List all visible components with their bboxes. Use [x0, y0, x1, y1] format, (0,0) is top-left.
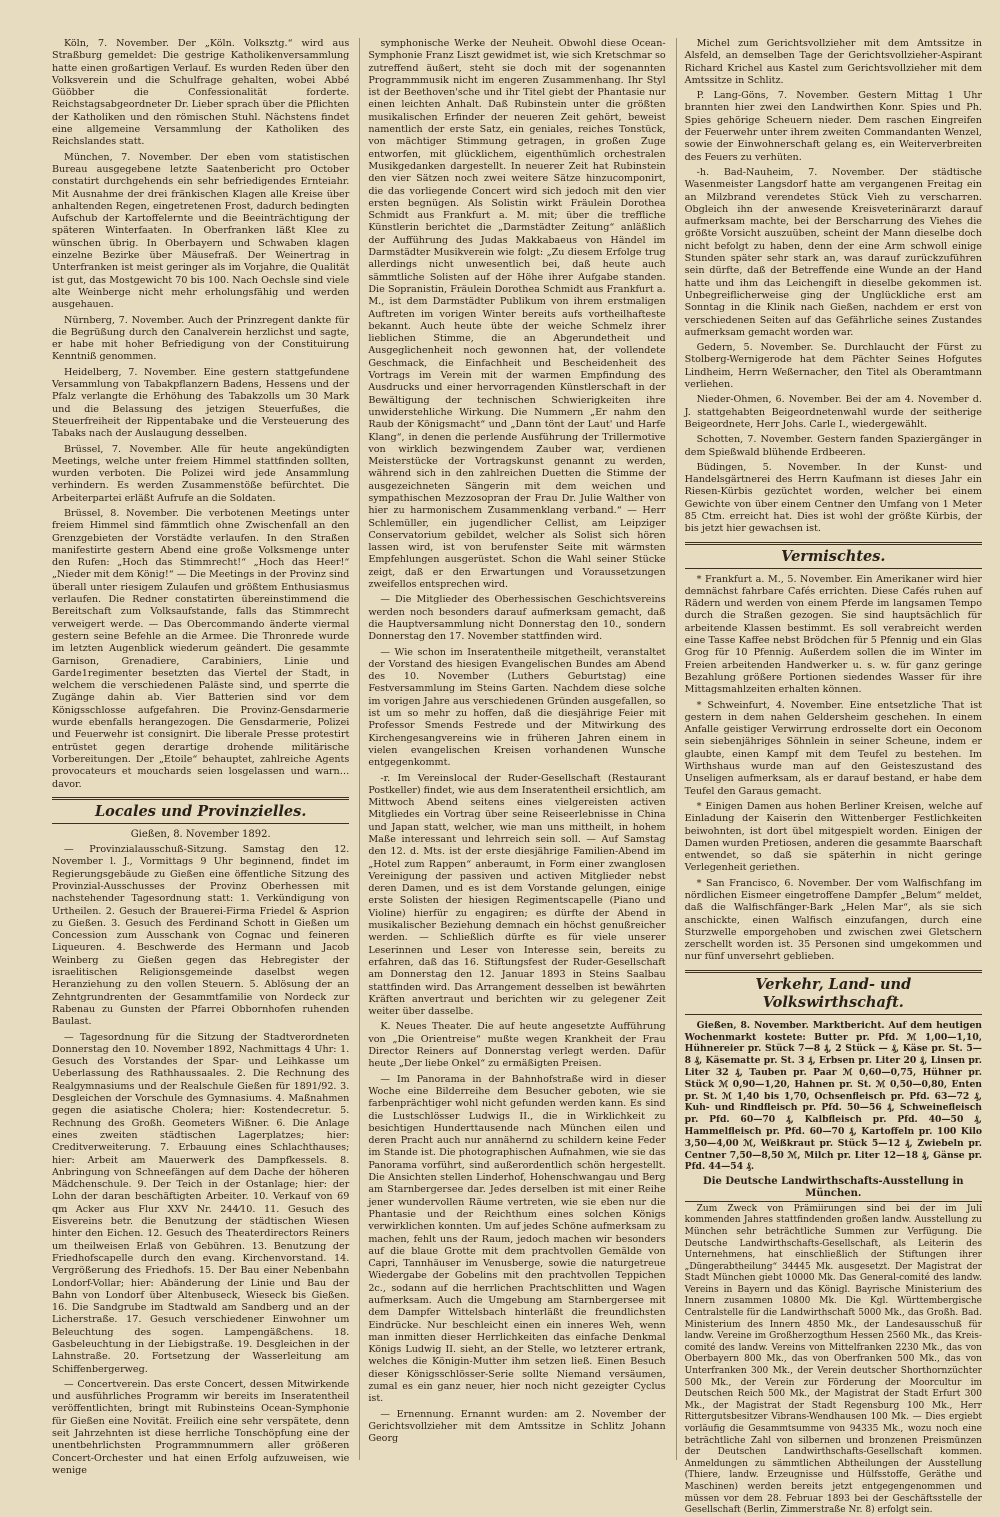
article-geschichtsverein: — Die Mitglieder des Oberhessischen Geschichtsvereins werden noch besonders darauf aufmerksam gemacht, daß die Hauptversammlung nicht Donnerstag den 10., sondern Donnerstag den 17. November stattfinden wird.: [368, 594, 666, 643]
column-2: [359, 38, 665, 1460]
article-ernennung: — Ernennung. Ernannt wurden: am 2. November der Gerichtsvollzieher mit dem Amtssitze in Schlitz Johann Georg: [368, 1408, 666, 1445]
article-bruessel-1: Brüssel, 7. November. Alle für heute angekündigten Meetings, welche unter freiem Himmel stattfinden sollten, wurden verboten. Die Polizei wird jede Ansammlung verhindern. Es werden Zusammenstöße befürchtet. Die Arbeiterpartei erläßt Aufrufe an die Soldaten.: [52, 443, 350, 504]
article-buedingen: Büdingen, 5. November. In der Kunst- und Handelsgärtnerei des Herrn Kaufmann ist dieses Jahr ein Riesen-Kürbis gezüchtet worden, welcher bei einem Gewichte von über einem Centner den Umfang von 1 Meter 85 Ctm. erreicht hat. Dies ist wohl der größte Kürbis, der bis jetzt hier gewachsen ist.: [684, 461, 982, 535]
column-3: [676, 38, 982, 1516]
article-frankfurt: * Frankfurt a. M., 5. November. Ein Amerikaner wird hier demnächst fahrbare Cafés errichten. Diese Cafés ruhen auf Rädern und werden von einem Pferde im langsamen Tempo durch die Straßen gezogen. Sie sind hauptsächlich für arbeitende Klassen bestimmt. Es soll verabreicht werden eine Tasse Kaffee nebst Brödchen für 5 Pfennig und ein Glas Grog für 10 Pfennig. Außerdem sollen die im Winter im Freien arbeitenden Handwerker u. s. w. für ganz geringe Bezahlung größere Portionen siedendes Wasser für ihre Mittagsmahlzeiten erhalten können.: [684, 573, 982, 696]
article-concertverein: — Concertverein. Das erste Concert, dessen Mitwirkende und ausführliches Programm wir bereits im Inseratentheil veröffentlichten, bringt mit Rubinsteins Ocean-Symphonie für Gießen eine Novität. Freilich eine sehr verspätete, denn seit Jahrzehnten ist diese herrliche Tonschöpfung eine der unentbehrlichsten Programmnummern aller größeren Concert-Orchester und hat einen Erfolg aufzuweisen, wie wenige: [52, 1378, 350, 1476]
subheading-ausstellung: Die Deutsche Landwirthschafts-Ausstellung in München.: [685, 1176, 982, 1202]
article-evangelischer-bund: — Wie schon im Inseratentheile mitgetheilt, veranstaltet der Vorstand des hiesigen Evangelischen Bundes am Abend des 10. November (Luthers Geburtstag) eine Festversammlung im Steins Garten. Nachdem diese solche im vorigen Jahre aus verschiedenen Gründen ausgefallen, so ist um so mehr zu hoffen, daß die diesjährige Feier mit Professor Smends Festrede und der Mitwirkung des Kirchengesangvereins wie in früheren Jahren einem in vielen evangelischen Kreisen vorhandenen Wunsche entgegenkommt.: [368, 646, 666, 769]
article-nuernberg: Nürnberg, 7. November. Auch der Prinzregent dankte für die Begrüßung durch den Canalverein herzlichst und sagte, er habe mit hoher Befriedigung von der Constituirung Kenntniß genommen.: [52, 314, 350, 363]
article-ausstellung: Zum Zweck von Prämiirungen sind bei der im Juli kommenden Jahres stattfindenden großen landw. Ausstellung zu München sehr beträchtliche Summen zur Verfügung. Die Deutsche Landwirthschafts-Gesellschaft, als Leiterin des Unternehmens, hat einschließlich der Stiftungen ihrer „Düngerabtheilung“ 34445 Mk. ausgesetzt. Der Magistrat der Stadt München giebt 10000 Mk. Das General-comité des landw. Vereins in Bayern und das Königl. Bayrische Ministerium des Innern zusammen 10800 Mk. Die Kgl. Württembergische Centralstelle für die Landwirthschaft 5000 Mk., das Großh. Bad. Ministerium des Innern 4850 Mk., der Landesausschuß für landw. Vereine im Großherzogthum Hessen 2560 Mk., das Kreis-comité des landw. Vereins von Mittelfranken 2230 Mk., das von Oberbayern 800 Mk., das von Oberfranken 500 Mk., das von Unterfranken 300 Mk., der Verein deutscher Shorthornzüchter 500 Mk., der Verein zur Förderung der Moorcultur im Deutschen Reich 500 Mk., der Magistrat der Stadt Erfurt 300 Mk., der Magistrat der Stadt Regensburg 100 Mk., Herr Rittergutsbesitzer Vibrans-Wendhausen 100 Mk. — Dies ergiebt vorläufig die Gesammtsumme von 94335 Mk., wozu noch eine beträchtliche Zahl von silbernen und bronzenen Preismünzen der Deutschen Landwirthschafts-Gesellschaft kommen. Anmeldungen zu sämmtlichen Abtheilungen der Ausstellung (Thiere, landw. Erzeugnisse und Hülfsstoffe, Geräthe und Maschinen) werden bereits jetzt entgegengenommen und müssen vor dem 28. Februar 1893 bei der Geschäftsstelle der Gesellschaft (Berlin, Zimmerstraße Nr. 8) erfolgt sein.: [684, 1203, 982, 1516]
dateline: Gießen, 8. November 1892.: [130, 828, 271, 840]
article-nieder-ohmen: Nieder-Ohmen, 6. November. Bei der am 4. November d. J. stattgehabten Beigeordnetenwahl wurde der seitherige Beigeordnete, Herr Johs. Carle I., wiedergewählt.: [684, 394, 982, 430]
article-schotten: Schotten, 7. November. Gestern fanden Spaziergänger in dem Spießwald blühende Erdbeeren.: [684, 434, 982, 458]
article-schweinfurt: * Schweinfurt, 4. November. Eine entsetzliche That ist gestern in dem nahen Geldersheim geschehen. In einem Anfalle geistiger Verwirrung erdrosselte dort ein Oeconom sein siebenjähriges Söhnlein in seiner Scheune, indem er glaubte, einen Kampf mit dem Teufel zu bestehen. Im Wirthshaus wurde man auf den Geisteszustand des Unseligen aufmerksam, als er darauf bestand, er habe dem Teufel den Garaus gemacht.: [684, 699, 982, 797]
article-ruder-gesellschaft: -r. Im Vereinslocal der Ruder-Gesellschaft (Restaurant Postkeller) findet, wie aus dem Inseratentheil ersichtlich, am Mittwoch Abend seitens eines vielgereisten activen Mitgliedes ein Vortrag über seine Reiseerlebnisse in China und Japan statt, welcher, wie man uns mittheilt, in hohem Maße interessant und lehrreich sein soll. — Auf Samstag den 12. d. Mts. ist der erste diesjährige Familien-Abend im „Hotel zum Rappen“ anberaumt, in Form einer zwanglosen Vereinigung der passiven und activen Mitglieder nebst deren Damen, und es ist dem Vorstande gelungen, einige erste Solisten der hiesigen Regimentscapelle (Piano und Violine) hierfür zu engagiren; es dürfte der Abend in musikalischer Beziehung demnach ein höchst genußreicher werden. — Schließlich dürfte es für viele unserer Leserinnen und Leser von Interesse sein, bereits zu erfahren, daß das 16. Stiftungsfest der Ruder-Gesellschaft am Donnerstag den 12. Januar 1893 in Steins Saalbau stattfinden wird. Das Arrangement desselben ist bewährten Kräften anvertraut und berichten wir zu gelegener Zeit weiter über dasselbe.: [368, 772, 666, 1018]
article-san-francisco: * San Francisco, 6. November. Der vom Walfischfang im nördlichen Eismeer eingetroffene Dampfer „Belum“ meldet, daß die Walfischfänger-Bark „Helen Mar“, als sie sich anschickte, einen Walfisch einzufangen, durch eine Sturzwelle emporgehoben und zwischen zwei Gletschern zerschellt worden ist. 35 Personen sind umgekommen und nur fünf unversehrt geblieben.: [684, 877, 982, 963]
section-heading-verkehr: Verkehr, Land- und Volkswirthschaft.: [685, 970, 982, 1015]
article-marktbericht: Gießen, 8. November. Marktbericht. Auf dem heutigen Wochenmarkt kostete: Butter pr. Pfd. ℳ 1,00—1,10, Hühnereier pr. Stück 7—8 ₰, 2 Stück — ₰, Käse pr. St. 5—8 ₰, Käsematte pr. St. 3 ₰, Erbsen pr. Liter 20 ₰, Linsen pr. Liter 32 ₰, Tauben pr. Paar ℳ 0,60—0,75, Hühner pr. Stück ℳ 0,90—1,20, Hahnen pr. St. ℳ 0,50—0,80, Enten pr. St. ℳ 1,40 bis 1,70, Ochsenfleisch pr. Pfd. 63—72 ₰, Kuh- und Rindfleisch pr. Pfd. 50—56 ₰, Schweinefleisch pr. Pfd. 60—70 ₰, Kalbfleisch pr. Pfd. 40—50 ₰, Hammelfleisch pr. Pfd. 60—70 ₰, Kartoffeln pr. 100 Kilo 3,50—4,00 ℳ, Weißkraut pr. Stück 5—12 ₰, Zwiebeln pr. Centner 7,50—8,50 ℳ, Milch pr. Liter 12—18 ₰, Gänse pr. Pfd. 44—54 ₰.: [684, 1019, 982, 1173]
article-koeln: Köln, 7. November. Der „Köln. Volksztg.“ wird aus Straßburg gemeldet: Die gestrige Katholikenversammlung hatte einen großartigen Verlauf. Es wurden Reden über den Volksverein und die Schulfrage gehalten, wobei Abbé Güöbber die Confessionalität forderte. Reichstagsabgeordneter Dr. Lieber sprach über die Pflichten der Katholiken und den römischen Stuhl. Nächstens findet eine allgemeine Versammlung der Katholiken des Reichslandes statt.: [52, 38, 350, 148]
article-neues-theater: K. Neues Theater. Die auf heute angesetzte Aufführung von „Die Orientreise“ mußte wegen Krankheit der Frau Director Reiners auf Donnerstag verlegt werden. Dafür heute „Der liebe Onkel“ zu ermäßigten Preisen.: [368, 1021, 666, 1070]
article-bad-nauheim: -h. Bad-Nauheim, 7. November. Der städtische Wasenmeister Langsdorf hatte am vergangenen Freitag ein an Milzbrand verendetes Stück Vieh zu verscharren. Obgleich ihn der anwesende Kreisveterinärarzt darauf aufmerksam machte, bei der Berscharrung des Viehes die größte Vorsicht auszuüben, scheint der Mann dieselbe doch nicht befolgt zu haben, denn der eine Arm schwoll einige Stunden später sehr stark an, was darauf zurückzuführen sein dürfte, daß der Betreffende eine Wunde an der Hand hatte und ihm das Leichengift in dieselbe gekommen ist. Unbegreiflicherweise ging der Unglückliche erst am Sonntag in die Klinik nach Gießen, nachdem er erst von verschiedenen Seiten auf das Gefährliche seines Zustandes aufmerksam gemacht worden war.: [684, 166, 982, 338]
article-lang-goens: P. Lang-Göns, 7. November. Gestern Mittag 1 Uhr brannten hier zwei den Landwirthen Konr. Spies und Ph. Spies gehörige Scheuern nieder. Dem raschen Eingreifen der Feuerwehr unter ihrem zweiten Commandanten Wenzel, sowie der Einwohnerschaft gelang es, ein Weiterverbreiten des Feuers zu verhüten.: [684, 90, 982, 163]
section-heading-vermischtes: Vermischtes.: [685, 542, 982, 569]
article-berliner-kreise: * Einigen Damen aus hohen Berliner Kreisen, welche auf Einladung der Kaiserin den Wittenberger Festlichkeiten beiwohnten, ist dort übel mitgespielt worden. Einigen der Damen wurden Pretiosen, anderen die gesammte Baarschaft entwendet, so daß sie späterhin in nicht geringe Verlegenheit geriethen.: [684, 800, 982, 874]
article-panorama: — Im Panorama in der Bahnhofstraße wird in dieser Woche eine Bilderreihe dem Besucher geboten, wie sie farbenprächtiger wohl nicht gefunden werden kann. Es sind die Lustschlösser Ludwigs II., die in Wirklichkeit zu besichtigen Hunderttausende nach München eilen und deren Pracht auch nur annähernd zu schildern keine Feder im Stande ist. Die photographischen Aufnahmen, wie sie das Panorama vorführt, sind außerordentlich schön hergestellt. Die Ansichten stellen Linderhof, Hohenschwangau und Berg am Starnbergersee dar. Jedes derselben ist mit einer Reihe jener wundervollen Räume vertreten, wie sie eben nur die Phantasie und der Reichthum eines solchen Königs verwirklichen konnten. Um auf jedes Schöne aufmerksam zu machen, fehlt uns der Raum, jedoch machen wir besonders auf die blaue Grotte mit dem prachtvollen Gemälde von Capri, Tannhäuser im Venusberge, sowie die naturgetreue Wiedergabe der Gobelins mit den prachtvollen Teppichen 2c., sodann auf die herrlichen Prachtschlitten und Wagen aufmerksam. Auch die Umgebung am Starnbergersee mit dem Dampfer Wittelsbach hinterläßt die freundlichsten Eindrücke. Nur beschleicht einen ein inneres Weh, wenn man inmitten dieser Herrlichkeiten das einfache Denkmal Königs Ludwig II. sieht, an der Stelle, wo letzterer ertrank, welches die Königin-Mutter ihm setzen ließ. Einen Besuch dieser Königsschlösser-Serie sollte Niemand versäumen, zumal es ein ganz neuer, hier noch nicht gezeigter Cyclus ist.: [368, 1073, 666, 1405]
section-heading-locales: Locales und Provinzielles.: [52, 797, 349, 824]
article-bruessel-2: Brüssel, 8. November. Die verbotenen Meetings unter freiem Himmel sind fämmtlich ohne Zwischenfall an den Grenzgebieten der Vorstädte verlaufen. In den Straßen manifestirte gestern Abend eine große Volksmenge unter den Rufen: „Hoch das Stimmrecht!“ „Hoch das Heer!“ „Nieder mit dem König!“ — Die Meetings in der Provinz sind überall unter riesigem Zulaufen und größtem Enthusiasmus verlaufen. Die Redner constatirten übereinstimmend die Bereitschaft zum Volksaufstande, falls das Stimmrecht verweigert werde. — Das Obercommando änderte viermal gestern seine Befehle an die Armee. Die Thronrede wurde im letzten Augenblick wiederum geändert. Die gesammte Garnison, Grenadiere, Carabiniers, Linie und Garde1regimenter besetzten das Viertel der Stadt, in welchem die verschiedenen Paläste sind, und sperrte die Zugänge dahin ab. Vier Batterien sind vor dem Königsschlosse aufgefahren. Die Provinz-Gensdarmerie wurde ebenfalls herangezogen. Die Gensdarmerie, Polizei und Feuerwehr ist consignirt. Die liberale Presse protestirt entrüstet gegen derartige drohende militärische Vorbereitungen. Der „Etoile“ behauptet, zahlreiche Agents provocateurs et mouchards seien losgelassen und warn… davor.: [52, 507, 350, 790]
article-stadtverordnete: — Tagesordnung für die Sitzung der Stadtverordneten Donnerstag den 10. November 1892, Nachmittags 4 Uhr: 1. Gesuch des Vorstandes der Spar- und Leihkasse um Ueberlassung des Rathhaussaales. 2. Die Rechnung des Realgymnasiums und der Realschule Gießen für 1891/92. 3. Desgleichen der Vorschule des Gymnasiums. 4. Maßnahmen gegen die asiatische Cholera; hier: Kostendecretur. 5. Rechnung des Großh. Geometers Wißner. 6. Die Anlage eines zweiten städtischen Lagerplatzes; hier: Creditverweiterung. 7. Erbauung eines Schlachthauses; hier: Arbeit am Mauerwerk des Dampfkessels. 8. Anbringung von Schneefängen auf dem Dache der höheren Mädchenschule. 9. Der Teich in der Ostanlage; hier: der Lohn der daran beschäftigten Arbeiter. 10. Verkauf von 69 qm Acker aus Flur XXV Nr. 244⁄10. 11. Gesuch des Eisvereins betr. die Benutzung der städtischen Wiesen hinter den Eichen. 12. Gesuch des Theaterdirectors Reiners um theilweisen Erlaß von Gebühren. 13. Benutzung der Friedhofscapelle durch den evang. Kirchenvorstand. 14. Vergrößerung des Friedhofs. 15. Der Bau einer Nebenbahn Londorf-Vollar; hier: Abänderung der Linie und Bau der Bahn von Londorf über Altenbuseck, Wieseck bis Gießen. 16. Die Sandgrube im Stadtwald am Sandberg und an der Licherstraße. 17. Gesuch verschiedener Einwohner um Beleuchtung des sogen. Lampengäßchens. 18. Gasbeleuchtung in der Liebigstraße. 19. Desgleichen in der Lahnstraße. 20. Fortsetzung der Wasserleitung am Schiffenbergerweg.: [52, 1031, 350, 1375]
article-concert-continued: symphonische Werke der Neuheit. Obwohl diese Ocean-Symphonie Franz Liszt gewidmet ist, wie sich Kretschmar so zutreffend äußert, steht sie doch mit der sogenannten Programmmusik nicht im engeren Zusammenhang. Ihr Styl ist der Beethoven'sche und ihr Titel giebt der Phantasie nur einen leichten Anhalt. Daß Rubinstein unter die größten musikalischen Erfinder der neueren Zeit gehört, beweist namentlich der erste Satz, ein geniales, reiches Tonstück, von mächtiger Stimmung getragen, in großen Zuge entworfen, mit glücklichem, eigenthümlich orchestralen Musikgedanken dargestellt. In neuerer Zeit hat Rubinstein den vier Sätzen noch zwei weitere Sätze hinzucomponirt, die das vorliegende Concert wird sich jedoch mit den vier ersten begnügen. Als Solistin wirkt Fräulein Dorothea Schmidt aus Frankfurt a. M. mit; über die treffliche Künstlerin berichtet die „Darmstädter Zeitung“ anläßlich der Aufführung des Judas Makkabaeus von Händel im Darmstädter Musikverein wie folgt: „Zu diesem Erfolge trug allerdings nicht unwesentlich bei, daß heute auch sämmtliche Solisten auf der Höhe ihrer Aufgabe standen. Die Sopranistin, Fräulein Dorothea Schmidt aus Frankfurt a. M., ist dem Darmstädter Publikum von ihrem erstmaligen Auftreten im vorigen Winter bereits aufs vortheilhafteste bekannt. Auch heute übte der weiche Schmelz ihrer lieblichen Stimme, die an Abgerundetheit und Ausgeglichenheit noch gewonnen hat, der vollendete Geschmack, die Einfachheit und Bescheidenheit des Vortrags im Verein mit der warmen Empfindung des Ausdrucks und einer hervorragenden Künstlerschaft in der Bewältigung der technischen Schwierigkeiten ihre unwiderstehliche Wirkung. Die Nummern „Er nahm den Raub der Königsmacht“ und „Dann tönt der Laut' und Harfe Klang“, in denen die perlende Ausführung der Trillermotive von wirklich bezwingendem Zauber war, verdienen Meisterstücke der Vortragskunst genannt zu werden, während sich in den zahlreichen Duetten die Stimme der ausgezeichneten Sängerin mit dem weichen und sympathischen Mezzosopran der Frau Dr. Julie Walther von hier zu harmonischem Zusammenklang verband.“ — Herr Schlemüller, ein jugendlicher Cellist, am Leipziger Conservatorium gebildet, welcher als Solist sich hören lassen wird, ist von berufenster Seite mit wärmsten Empfehlungen ausgerüstet. Schon die Wahl seiner Stücke zeigt, daß er den Erwartungen und Voraussetzungen zweifellos entsprechen wird.: [368, 38, 666, 591]
article-heidelberg: Heidelberg, 7. November. Eine gestern stattgefundene Versammlung von Tabakpflanzern Badens, Hessens und der Pfalz verlangte die Erhöhung des Tabakzolls um 30 Mark und die Belassung des jetzigen Steuerfußes, die Steuerfreiheit der Rippentabake und die Versteuerung des Tabaks nach der Auslaugung desselben.: [52, 366, 350, 440]
article-muenchen: München, 7. November. Der eben vom statistischen Bureau ausgegebene letzte Saatenbericht pro October constatirt durchgehends ein sehr befriedigendes Ernteiahr. Mit Ausnahme der drei fränkischen Klagen alle Kreise über anhaltenden Regen, eingetretenen Frost, dadurch bedingten Aufschub der Kartoffelernte und die Beeinträchtigung der späteren Winterfaaten. In Oberfranken läßt Klee zu wünschen übrig. In Oberbayern und Schwaben klagen einzelne Bezirke über Mäusefraß. Der Weinertrag in Unterfranken ist meist geringer als im Vorjahre, die Qualität ist gut, das Mostgewicht 70 bis 100. Nach Oechsle sind viele alte Weinberge nicht mehr erholungsfähig und werden ausgehauen.: [52, 151, 350, 311]
article-provinzialausschuss: — Provinzialausschuß-Sitzung. Samstag den 12. November l. J., Vormittags 9 Uhr beginnend, findet im Regierungsgebäude zu Gießen eine öffentliche Sitzung des Provinzial-Ausschusses der Provinz Oberhessen mit nachstehender Tagesordnung statt: 1. Verkündigung von Urtheilen. 2. Gesuch der Brauerei-Firma Friedel & Asprion zu Gießen. 3. Gesuch des Ferdinand Schott in Gießen um Concession zum Ausschank von Cognac und feineren Liqueuren. 4. Beschwerde des Hermann und Jacob Weinberg zu Gießen gegen das Hebregister der israelitischen Religionsgemeinde daselbst wegen Heranziehung zu den vollen Steuern. 5. Ablösung der an Zehntgrundrenten der Gesammtfamilie von Nordeck zur Rabenau zu Gunsten der Pfarrei Obbornhofen ruhenden Baulast.: [52, 844, 350, 1028]
column-1: [52, 38, 350, 1476]
article-gedern: Gedern, 5. November. Se. Durchlaucht der Fürst zu Stolberg-Wernigerode hat dem Pächter Seines Hofgutes Lindheim, Herrn Weßernacher, den Titel als Oberamtmann verliehen.: [684, 342, 982, 391]
article-ernennung-continued: Michel zum Gerichtsvollzieher mit dem Amtssitze in Alsfeld, an demselben Tage der Gerichtsvollzieher-Aspirant Richard Krichel aus Kastel zum Gerichtsvollzieher mit dem Amtssitze in Schlitz.: [684, 38, 982, 86]
